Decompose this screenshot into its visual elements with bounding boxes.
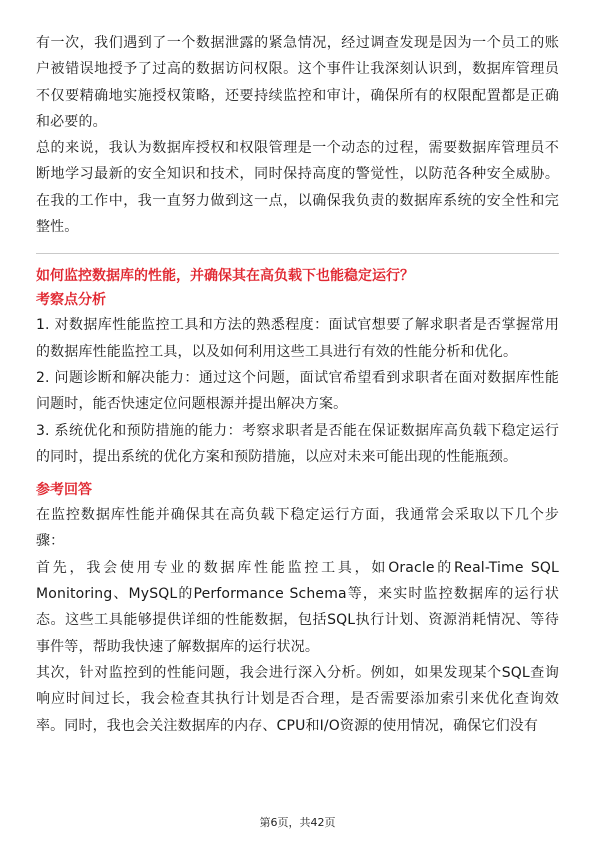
intro-paragraph: 总的来说，我认为数据库授权和权限管理是一个动态的过程，需要数据库管理员不断地学习最新的安全知识和技术，同时保持高度的警觉性，以防范各种安全威胁。在我的工作中，我一直努力做到这一点，以确保我负责的数据库系统的安全性和完整性。 — [36, 140, 559, 236]
analysis-item: 2. 问题诊断和解决能力：通过这个问题，面试官希望看到求职者在面对数据库性能问题时，能否快速定位问题根源并提出解决方案。 — [36, 369, 559, 413]
section-divider — [36, 253, 559, 254]
answer-paragraph: 首先，我会使用专业的数据库性能监控工具，如Oracle的Real-Time SQL Monitoring、MySQL的Performance Schema等，来实时监控数据库的运行状态。这些工具能够提供详细的性能数据，包括SQL执行计划、资源消耗情况、等待事件等，帮助我快速了解数据库的运行状况。 — [36, 559, 559, 655]
page-number: 第6页，共42页 — [259, 816, 336, 829]
answer-paragraph: 在监控数据库性能并确保其在高负载下稳定运行方面，我通常会采取以下几个步骤： — [36, 507, 559, 550]
analysis-heading: 考察点分析 — [36, 292, 106, 309]
question-title: 如何监控数据库的性能，并确保其在高负载下也能稳定运行？ — [36, 268, 414, 285]
page-content — [36, 30, 559, 739]
analysis-item: 1. 对数据库性能监控工具和方法的熟悉程度：面试官想要了解求职者是否掌握常用的数据库性能监控工具，以及如何利用这些工具进行有效的性能分析和优化。 — [36, 317, 559, 360]
intro-paragraph: 有一次，我们遇到了一个数据泄露的紧急情况，经过调查发现是因为一个员工的账户被错误地授予了过高的数据访问权限。这个事件让我深刻认识到，数据库管理员不仅要精确地实施授权策略，还要持续监控和审计，确保所有的权限配置都是正确和必要的。 — [36, 35, 559, 130]
answer-paragraph: 其次，针对监控到的性能问题，我会进行深入分析。例如，如果发现某个SQL查询响应时间过长，我会检查其执行计划是否合理，是否需要添加索引来优化查询效率。同时，我也会关注数据库的内存、CPU和I/O资源的使用情况，确保它们没有 — [36, 664, 559, 734]
analysis-item: 3. 系统优化和预防措施的能力：考察求职者是否能在保证数据库高负载下稳定运行的同时，提出系统的优化方案和预防措施，以应对未来可能出现的性能瓶颈。 — [36, 422, 559, 465]
answer-heading: 参考回答 — [36, 482, 92, 499]
